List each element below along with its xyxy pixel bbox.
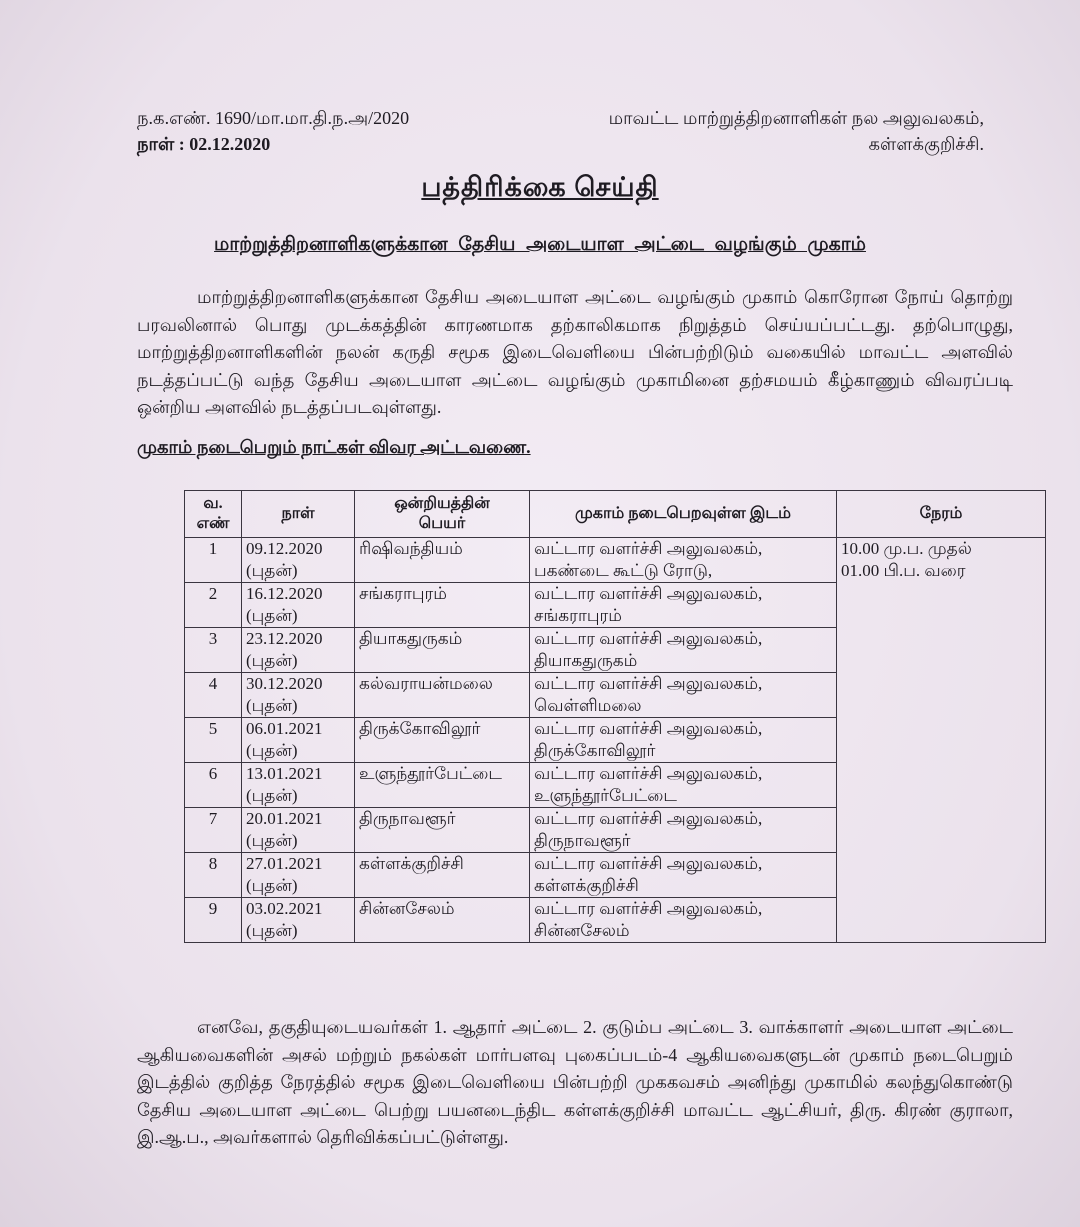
cell-place-line1: வட்டார வளர்ச்சி அலுவலகம், bbox=[534, 629, 763, 648]
schedule-heading: முகாம் நடைபெறும் நாட்கள் விவர அட்டவணை. bbox=[137, 437, 531, 457]
table-header-row bbox=[185, 491, 1046, 538]
cell-day-value: (புதன்) bbox=[246, 606, 298, 625]
cell-place-line1: வட்டார வளர்ச்சி அலுவலகம், bbox=[534, 809, 763, 828]
cell-place bbox=[530, 763, 837, 808]
cell-block: உளுந்தூர்பேட்டை bbox=[355, 763, 530, 808]
cell-block: தியாகதுருகம் bbox=[355, 628, 530, 673]
cell-day-value: (புதன்) bbox=[246, 561, 298, 580]
cell-day-value: (புதன்) bbox=[246, 741, 298, 760]
cell-place bbox=[530, 853, 837, 898]
header-block-line2: பெயர் bbox=[418, 515, 466, 532]
intro-paragraph: மாற்றுத்திறனாளிகளுக்கான தேசிய அடையாள அட்டை வழங்கும் முகாம் கொரோன நோய் தொற்று பரவலினால் பொது முடக்கத்தின் காரணமாக தற்காலிகமாக நிறுத்தம் செய்யப்பட்டது. தற்பொழுது, மாற்றுத்திறனாளிகளின் நலன் கருதி சமூக இடைவெளியை பின்பற்றிடும் வகையில் மாவட்ட அளவில் நடத்தப்பட்டு வந்த தேசிய அடையாள அட்டை வழங்கும் முகாமினை தற்சமயம் கீழ்காணும் விவரப்படி ஒன்றிய அளவில் நடத்தப்படவுள்ளது. bbox=[137, 287, 1013, 417]
cell-sno: 8 bbox=[185, 853, 242, 898]
cell-sno: 4 bbox=[185, 673, 242, 718]
cell-day-value: (புதன்) bbox=[246, 696, 298, 715]
cell-date-value: 06.01.2021 bbox=[246, 719, 323, 738]
issue-date: நாள் : 02.12.2020 bbox=[137, 134, 271, 154]
cell-sno: 5 bbox=[185, 718, 242, 763]
header-date: நாள் bbox=[242, 491, 355, 538]
cell-place bbox=[530, 673, 837, 718]
cell-block: கல்வராயன்மலை bbox=[355, 673, 530, 718]
cell-sno: 7 bbox=[185, 808, 242, 853]
cell-day-value: (புதன்) bbox=[246, 921, 298, 940]
header-block-line1: ஒன்றியத்தின் bbox=[394, 495, 490, 512]
cell-date-value: 03.02.2021 bbox=[246, 899, 323, 918]
cell-place-line2: திருக்கோவிலூர் bbox=[534, 741, 656, 760]
cell-place-line1: வட்டார வளர்ச்சி அலுவலகம், bbox=[534, 719, 763, 738]
cell-date bbox=[242, 898, 355, 943]
cell-place-line1: வட்டார வளர்ச்சி அலுவலகம், bbox=[534, 854, 763, 873]
cell-day-value: (புதன்) bbox=[246, 651, 298, 670]
cell-day-value: (புதன்) bbox=[246, 831, 298, 850]
time-start: 10.00 மு.ப. முதல் bbox=[841, 539, 972, 558]
cell-sno: 9 bbox=[185, 898, 242, 943]
cell-date-value: 13.01.2021 bbox=[246, 764, 323, 783]
cell-date bbox=[242, 718, 355, 763]
cell-block: ரிஷிவந்தியம் bbox=[355, 538, 530, 583]
cell-date bbox=[242, 853, 355, 898]
cell-sno: 2 bbox=[185, 583, 242, 628]
cell-place bbox=[530, 628, 837, 673]
cell-place-line2: சின்னசேலம் bbox=[534, 921, 630, 940]
cell-date bbox=[242, 673, 355, 718]
header-sno-line1: வ. bbox=[203, 495, 223, 512]
cell-block: சின்னசேலம் bbox=[355, 898, 530, 943]
cell-place-line2: பகண்டை கூட்டு ரோடு, bbox=[534, 561, 713, 580]
cell-place bbox=[530, 808, 837, 853]
cell-place-line2: உளுந்தூர்பேட்டை bbox=[534, 786, 677, 805]
cell-place-line1: வட்டார வளர்ச்சி அலுவலகம், bbox=[534, 584, 763, 603]
cell-place-line2: வெள்ளிமலை bbox=[534, 696, 642, 715]
cell-block: திருக்கோவிலூர் bbox=[355, 718, 530, 763]
office-block bbox=[609, 105, 984, 157]
cell-sno: 1 bbox=[185, 538, 242, 583]
cell-date-value: 30.12.2020 bbox=[246, 674, 323, 693]
cell-date-value: 23.12.2020 bbox=[246, 629, 323, 648]
cell-place bbox=[530, 583, 837, 628]
cell-date-value: 20.01.2021 bbox=[246, 809, 323, 828]
camp-schedule-table bbox=[184, 490, 1046, 943]
time-end: 01.00 பி.ப. வரை bbox=[841, 561, 966, 580]
cell-block: சங்கராபுரம் bbox=[355, 583, 530, 628]
cell-place-line1: வட்டார வளர்ச்சி அலுவலகம், bbox=[534, 674, 763, 693]
table-row bbox=[185, 538, 1046, 583]
cell-date bbox=[242, 763, 355, 808]
cell-time bbox=[837, 538, 1046, 943]
cell-place bbox=[530, 718, 837, 763]
cell-place bbox=[530, 538, 837, 583]
header-block bbox=[355, 491, 530, 538]
cell-date bbox=[242, 628, 355, 673]
reference-number: ந.க.எண். 1690/மா.மா.தி.ந.அ/2020 bbox=[137, 108, 410, 128]
cell-place-line1: வட்டார வளர்ச்சி அலுவலகம், bbox=[534, 899, 763, 918]
cell-day-value: (புதன்) bbox=[246, 876, 298, 895]
cell-date bbox=[242, 538, 355, 583]
cell-date-value: 27.01.2021 bbox=[246, 854, 323, 873]
cell-day-value: (புதன்) bbox=[246, 786, 298, 805]
cell-date-value: 09.12.2020 bbox=[246, 539, 323, 558]
header-time: நேரம் bbox=[837, 491, 1046, 538]
cell-block: கள்ளக்குறிச்சி bbox=[355, 853, 530, 898]
cell-place bbox=[530, 898, 837, 943]
cell-place-line2: சங்கராபுரம் bbox=[534, 606, 622, 625]
reference-block bbox=[137, 105, 409, 157]
office-place: கள்ளக்குறிச்சி. bbox=[868, 134, 984, 154]
cell-place-line1: வட்டார வளர்ச்சி அலுவலகம், bbox=[534, 764, 763, 783]
page-subtitle: மாற்றுத்திறனாளிகளுக்கான தேசிய அடையாள அட்டை வழங்கும் முகாம் bbox=[214, 234, 866, 255]
cell-sno: 6 bbox=[185, 763, 242, 808]
cell-date bbox=[242, 808, 355, 853]
closing-paragraph: எனவே, தகுதியுடையவர்கள் 1. ஆதார் அட்டை 2. குடும்ப அட்டை 3. வாக்காளர் அடையாள அட்டை ஆகியவைகளின் அசல் மற்றும் நகல்கள் மார்பளவு புகைப்படம்-4 ஆகியவைகளுடன் முகாம் நடைபெறும் இடத்தில் குறித்த நேரத்தில் சமூக இடைவெளியை பின்பற்றி முககவசம் அனிந்து முகாமில் கலந்துகொண்டு தேசிய அடையாள அட்டை பெற்று பயனடைந்திட கள்ளக்குறிச்சி மாவட்ட ஆட்சியர், திரு. கிரண் குராலா, இ.ஆ.ப., அவர்களால் தெரிவிக்கப்பட்டுள்ளது. bbox=[137, 1017, 1014, 1147]
cell-sno: 3 bbox=[185, 628, 242, 673]
cell-date bbox=[242, 583, 355, 628]
cell-place-line2: கள்ளக்குறிச்சி bbox=[534, 876, 639, 895]
page-title: பத்திரிக்கை செய்தி bbox=[421, 172, 659, 202]
cell-place-line2: தியாகதுருகம் bbox=[534, 651, 638, 670]
header-place: முகாம் நடைபெறவுள்ள இடம் bbox=[530, 491, 837, 538]
header-sno-line2: எண் bbox=[196, 515, 230, 532]
header-sno bbox=[185, 491, 242, 538]
cell-block: திருநாவளூர் bbox=[355, 808, 530, 853]
cell-place-line1: வட்டார வளர்ச்சி அலுவலகம், bbox=[534, 539, 763, 558]
office-name: மாவட்ட மாற்றுத்திறனாளிகள் நல அலுவலகம், bbox=[608, 108, 984, 128]
cell-place-line2: திருநாவளூர் bbox=[534, 831, 631, 850]
cell-date-value: 16.12.2020 bbox=[246, 584, 323, 603]
